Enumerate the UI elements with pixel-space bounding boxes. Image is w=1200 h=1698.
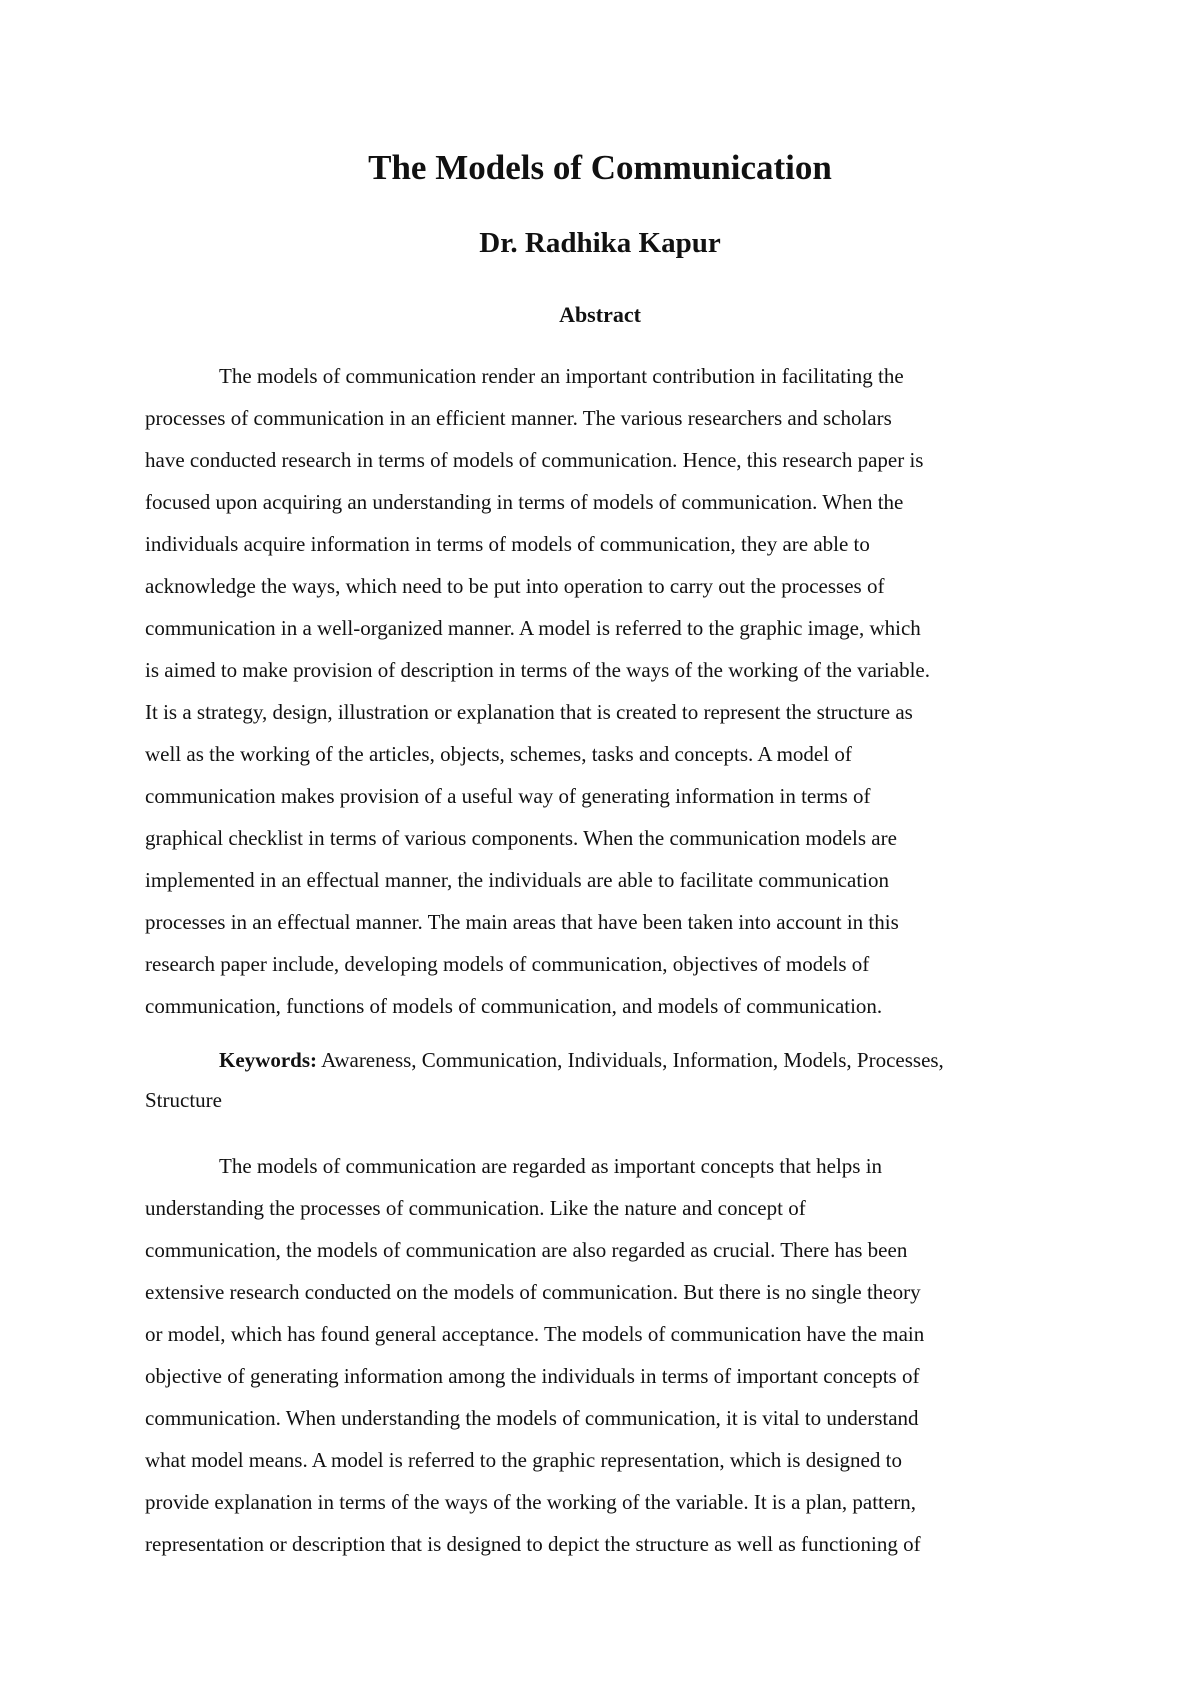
abstract-line: communication in a well-organized manner. A model is referred to the graphic image, which <box>145 616 921 640</box>
abstract-line: processes in an effectual manner. The main areas that have been taken into account in this <box>145 910 899 934</box>
abstract-line: well as the working of the articles, objects, schemes, tasks and concepts. A model of <box>145 742 852 766</box>
abstract-line: It is a strategy, design, illustration or explanation that is created to represent the structure as <box>145 700 913 724</box>
abstract-line: focused upon acquiring an understanding in terms of models of communication. When the <box>145 490 904 514</box>
body-line: objective of generating information among the individuals in terms of important concepts of <box>145 1364 920 1388</box>
body-line: communication, the models of communication are also regarded as crucial. There has been <box>145 1238 908 1262</box>
abstract-heading: Abstract <box>559 302 641 327</box>
body-line: representation or description that is designed to depict the structure as well as functioning of <box>145 1532 921 1556</box>
body-line: provide explanation in terms of the ways of the working of the variable. It is a plan, pattern, <box>145 1490 916 1514</box>
keywords-list: Awareness, Communication, Individuals, Information, Models, Processes, <box>317 1048 944 1072</box>
abstract-line: The models of communication render an important contribution in facilitating the <box>219 364 904 388</box>
abstract-line: have conducted research in terms of models of communication. Hence, this research paper is <box>145 448 924 472</box>
keywords-label: Keywords: <box>219 1048 317 1072</box>
abstract-line: is aimed to make provision of description in terms of the ways of the working of the variable. <box>145 658 930 682</box>
paper-title: The Models of Communication <box>368 148 832 187</box>
body-line: or model, which has found general acceptance. The models of communication have the main <box>145 1322 925 1346</box>
body-paragraph <box>145 1145 1065 1565</box>
keywords-line: Structure <box>145 1088 222 1112</box>
abstract-line: acknowledge the ways, which need to be put into operation to carry out the processes of <box>145 574 885 598</box>
abstract-line: graphical checklist in terms of various components. When the communication models are <box>145 826 897 850</box>
abstract-line: research paper include, developing models of communication, objectives of models of <box>145 952 870 976</box>
abstract-line: individuals acquire information in terms of models of communication, they are able to <box>145 532 870 556</box>
body-line: extensive research conducted on the models of communication. But there is no single theory <box>145 1280 921 1304</box>
abstract-line: communication makes provision of a useful way of generating information in terms of <box>145 784 871 808</box>
body-line: understanding the processes of communication. Like the nature and concept of <box>145 1196 806 1220</box>
abstract-line: implemented in an effectual manner, the individuals are able to facilitate communication <box>145 868 889 892</box>
abstract-paragraph <box>145 355 1065 1027</box>
body-line: communication. When understanding the models of communication, it is vital to understand <box>145 1406 919 1430</box>
body-line: what model means. A model is referred to the graphic representation, which is designed to <box>145 1448 902 1472</box>
abstract-line: processes of communication in an efficient manner. The various researchers and scholars <box>145 406 892 430</box>
body-line: The models of communication are regarded as important concepts that helps in <box>219 1154 883 1178</box>
abstract-line: communication, functions of models of communication, and models of communication. <box>145 994 883 1018</box>
keywords-paragraph <box>145 1040 1065 1120</box>
keywords-line <box>145 1040 1065 1080</box>
author-name: Dr. Radhika Kapur <box>479 227 721 259</box>
